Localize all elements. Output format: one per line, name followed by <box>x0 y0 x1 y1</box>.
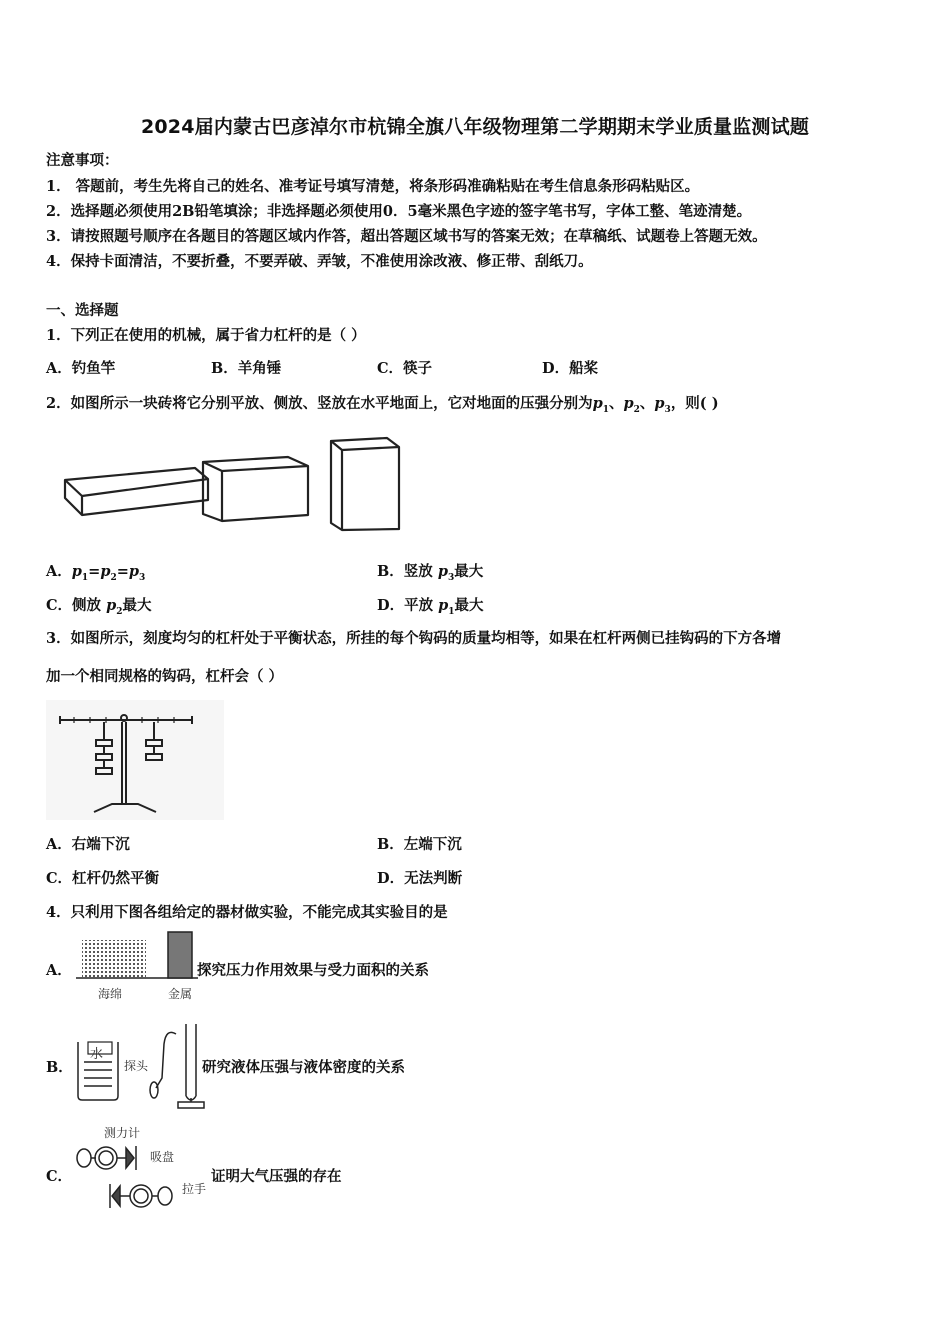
meter-label: 测力计 <box>104 1126 141 1140</box>
q1-option-a[interactable]: A．钓鱼竿 <box>46 360 116 377</box>
q2-option-a[interactable]: A．$p_1=p_2=p_3$ <box>46 563 146 583</box>
sponge-label: 海绵 <box>98 987 123 1001</box>
notice-item-3: 3．请按照题号顺序在各题目的答题区域内作答，超出答题区域书写的答案无效；在草稿纸、试题卷上答题无效。 <box>46 228 767 245</box>
q4-option-b-text: 研究液体压强与液体密度的关系 <box>202 1059 405 1076</box>
metal-label: 金属 <box>168 987 193 1001</box>
probe-label: 探头 <box>124 1059 149 1073</box>
lever-figure <box>46 700 224 820</box>
q1-option-b[interactable]: B．羊角锤 <box>211 360 282 377</box>
q4-option-b-label[interactable]: B． <box>46 1059 73 1076</box>
notice-heading: 注意事项： <box>46 152 119 169</box>
atmospheric-pressure-figure <box>74 1124 214 1216</box>
brick-figure <box>55 435 415 535</box>
notice-item-4: 4．保持卡面清洁，不要折叠，不要弄破、弄皱，不准使用涂改液、修正带、刮纸刀。 <box>46 253 593 270</box>
q2-stem: 2．如图所示一块砖将它分别平放、侧放、竖放在水平地面上，它对地面的压强分别为$p_1$、$p_2$、$p_3$，则( ) <box>46 395 719 415</box>
sponge-metal-figure <box>76 930 198 982</box>
notice-item-2: 2．选择题必须使用2B铅笔填涂；非选择题必须使用0．5毫米黑色字迹的签字笔书写，字体工整、笔迹清楚。 <box>46 203 752 220</box>
q4-option-a-label[interactable]: A． <box>46 962 72 979</box>
q3-option-a[interactable]: A．右端下沉 <box>46 836 130 853</box>
q1-stem: 1．下列正在使用的机械，属于省力杠杆的是（ ） <box>46 327 366 344</box>
q2-option-c[interactable]: C．侧放 $p_2$最大 <box>46 597 152 617</box>
q4-option-a-text: 探究压力作用效果与受力面积的关系 <box>197 962 429 979</box>
page-title: 2024届内蒙古巴彦淖尔市杭锦全旗八年级物理第二学期期末学业质量监测试题 <box>140 116 810 138</box>
q3-stem-line2: 加一个相同规格的钩码，杠杆会（ ） <box>46 668 284 685</box>
notice-item-1: 1． 答题前，考生先将自己的姓名、准考证号填写清楚，将条形码准确粘贴在考生信息条形码粘贴区。 <box>46 178 700 195</box>
q4-stem: 4．只利用下图各组给定的器材做实验，不能完成其实验目的是 <box>46 904 448 921</box>
q3-option-d[interactable]: D．无法判断 <box>377 870 463 887</box>
section-heading: 一、选择题 <box>46 302 119 319</box>
handle-label: 拉手 <box>182 1182 207 1196</box>
q4-option-c-text: 证明大气压强的存在 <box>211 1168 342 1185</box>
q1-option-d[interactable]: D．船桨 <box>542 360 599 377</box>
q3-option-b[interactable]: B．左端下沉 <box>377 836 462 853</box>
q3-stem-line1: 3．如图所示，刻度均匀的杠杆处于平衡状态，所挂的每个钩码的质量均相等，如果在杠杆两侧已挂钩码的下方各增 <box>46 630 782 647</box>
q1-option-c[interactable]: C．筷子 <box>377 360 433 377</box>
q3-option-c[interactable]: C．杠杆仍然平衡 <box>46 870 160 887</box>
q2-option-b[interactable]: B．竖放 $p_3$最大 <box>377 563 484 583</box>
water-label: 水 <box>90 1047 104 1062</box>
q4-option-c-label[interactable]: C． <box>46 1168 73 1185</box>
suction-cup-label: 吸盘 <box>150 1150 175 1164</box>
q2-option-d[interactable]: D．平放 $p_1$最大 <box>377 597 484 617</box>
